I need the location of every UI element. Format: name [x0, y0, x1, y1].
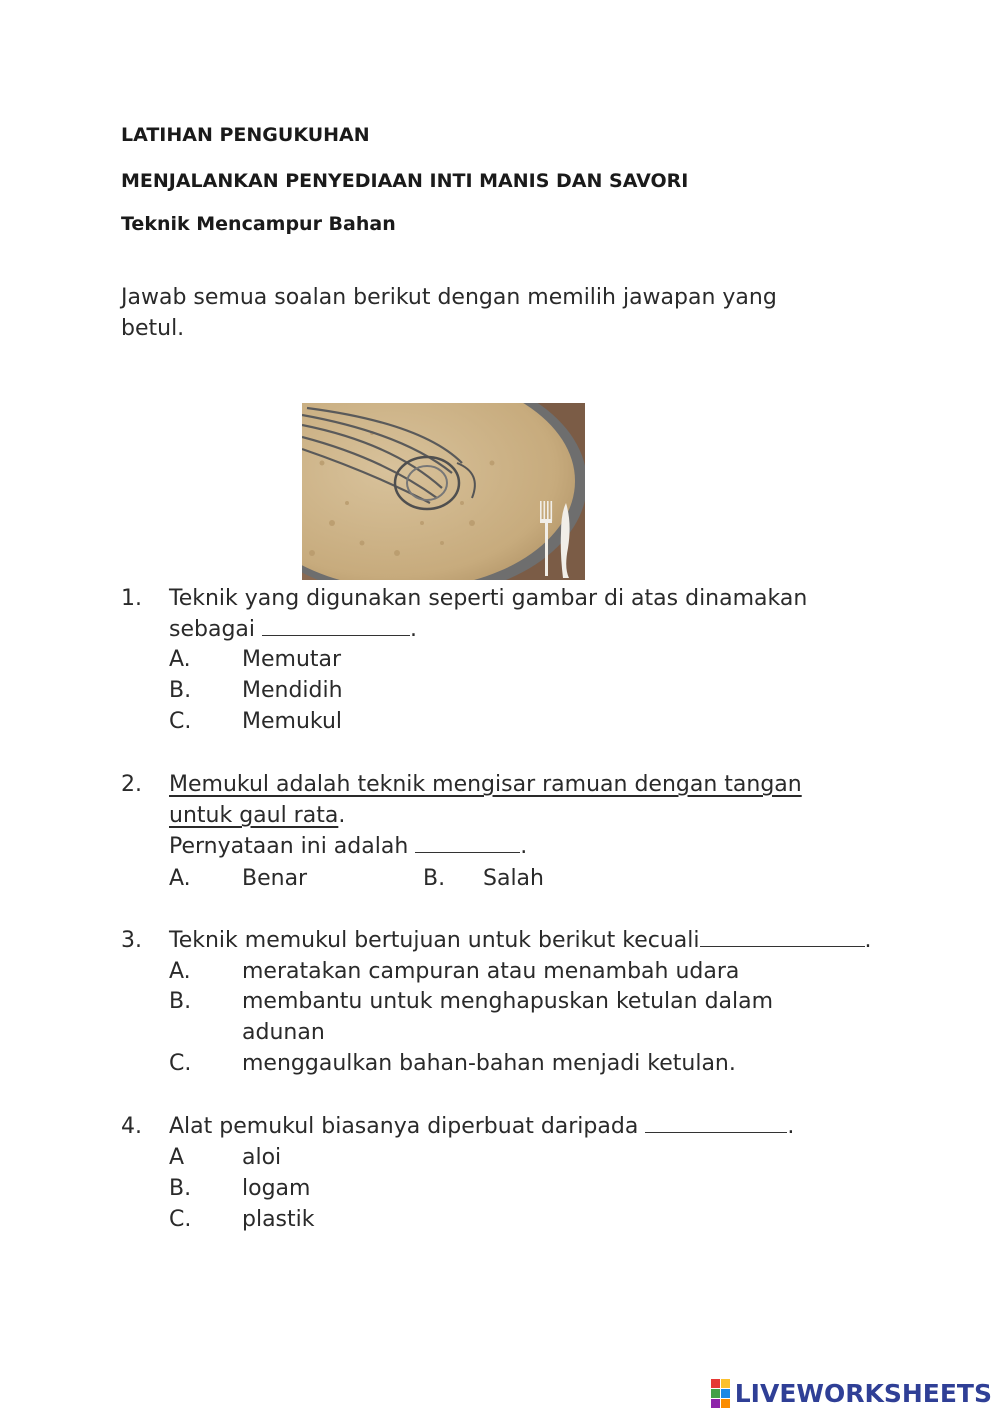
- q2-option-a-text[interactable]: Benar: [242, 866, 308, 891]
- q1-line-2: [169, 617, 417, 642]
- q1-option-a-letter[interactable]: A.: [169, 647, 191, 672]
- q3-prefix: Teknik memukul bertujuan untuk berikut kecuali: [169, 928, 700, 953]
- q2-suffix: .: [520, 834, 528, 859]
- q3-line-1: [169, 928, 872, 953]
- instruction-line-1: Jawab semua soalan berikut dengan memilih jawapan yang: [121, 285, 777, 310]
- q2-prefix: Pernyataan ini adalah: [169, 834, 416, 859]
- q4-option-a-letter[interactable]: A: [169, 1145, 185, 1170]
- worksheet-subtitle: MENJALANKAN PENYEDIAAN INTI MANIS DAN SAVORI: [121, 170, 689, 192]
- q3-number: 3.: [121, 928, 142, 953]
- q3-option-c-text[interactable]: menggaulkan bahan-bahan menjadi ketulan.: [242, 1051, 736, 1076]
- instruction-line-2: betul.: [121, 316, 185, 341]
- q2-option-b-letter[interactable]: B.: [423, 866, 446, 891]
- q2-number: 2.: [121, 772, 142, 797]
- q1-option-c-letter[interactable]: C.: [169, 709, 192, 734]
- q3-option-c-letter[interactable]: C.: [169, 1051, 192, 1076]
- q4-option-c-letter[interactable]: C.: [169, 1207, 192, 1232]
- logo-text: LIVEWORKSHEETS: [734, 1378, 992, 1408]
- q2-option-a-letter[interactable]: A.: [169, 866, 191, 891]
- q4-option-a-text[interactable]: aloi: [242, 1145, 282, 1170]
- q2-answer-blank[interactable]: [415, 834, 520, 853]
- q1-prefix: sebagai: [169, 617, 262, 642]
- q1-option-b-letter[interactable]: B.: [169, 678, 192, 703]
- q4-line-1: [169, 1114, 794, 1139]
- q1-option-c-text[interactable]: Memukul: [242, 709, 343, 734]
- q3-option-b-text-cont[interactable]: adunan: [242, 1020, 325, 1045]
- q4-prefix: Alat pemukul biasanya diperbuat daripada: [169, 1114, 646, 1139]
- q4-suffix: .: [787, 1114, 795, 1139]
- worksheet-title: LATIHAN PENGUKUHAN: [121, 124, 370, 146]
- logo-tiles-icon: [711, 1378, 733, 1408]
- whisk-photo: [302, 403, 585, 580]
- q2-option-b-text[interactable]: Salah: [483, 866, 544, 891]
- q1-answer-blank[interactable]: [262, 617, 410, 636]
- q1-number: 1.: [121, 586, 142, 611]
- q2-line-1: Memukul adalah teknik mengisar ramuan dengan tangan: [169, 772, 802, 797]
- q3-suffix: .: [864, 928, 872, 953]
- q3-option-b-text[interactable]: membantu untuk menghapuskan ketulan dalam: [242, 989, 774, 1014]
- q3-answer-blank[interactable]: [700, 928, 865, 947]
- q3-option-b-letter[interactable]: B.: [169, 989, 192, 1014]
- liveworksheets-logo[interactable]: [711, 1378, 992, 1408]
- q1-option-a-text[interactable]: Memutar: [242, 647, 342, 672]
- q1-suffix: .: [410, 617, 417, 642]
- q3-option-a-letter[interactable]: A.: [169, 959, 191, 984]
- q1-line-1: Teknik yang digunakan seperti gambar di atas dinamakan: [169, 586, 808, 611]
- q1-option-b-text[interactable]: Mendidih: [242, 678, 343, 703]
- topic-title: Teknik Mencampur Bahan: [121, 213, 396, 235]
- q4-option-c-text[interactable]: plastik: [242, 1207, 315, 1232]
- q4-option-b-text[interactable]: logam: [242, 1176, 311, 1201]
- q4-number: 4.: [121, 1114, 142, 1139]
- q2-statement-end: untuk gaul rata: [169, 803, 339, 828]
- q2-statement-period: .: [338, 803, 346, 828]
- q4-answer-blank[interactable]: [645, 1114, 787, 1133]
- q2-line-2: [169, 803, 345, 828]
- q4-option-b-letter[interactable]: B.: [169, 1176, 192, 1201]
- q3-option-a-text[interactable]: meratakan campuran atau menambah udara: [242, 959, 740, 984]
- q2-line-3: [169, 834, 527, 859]
